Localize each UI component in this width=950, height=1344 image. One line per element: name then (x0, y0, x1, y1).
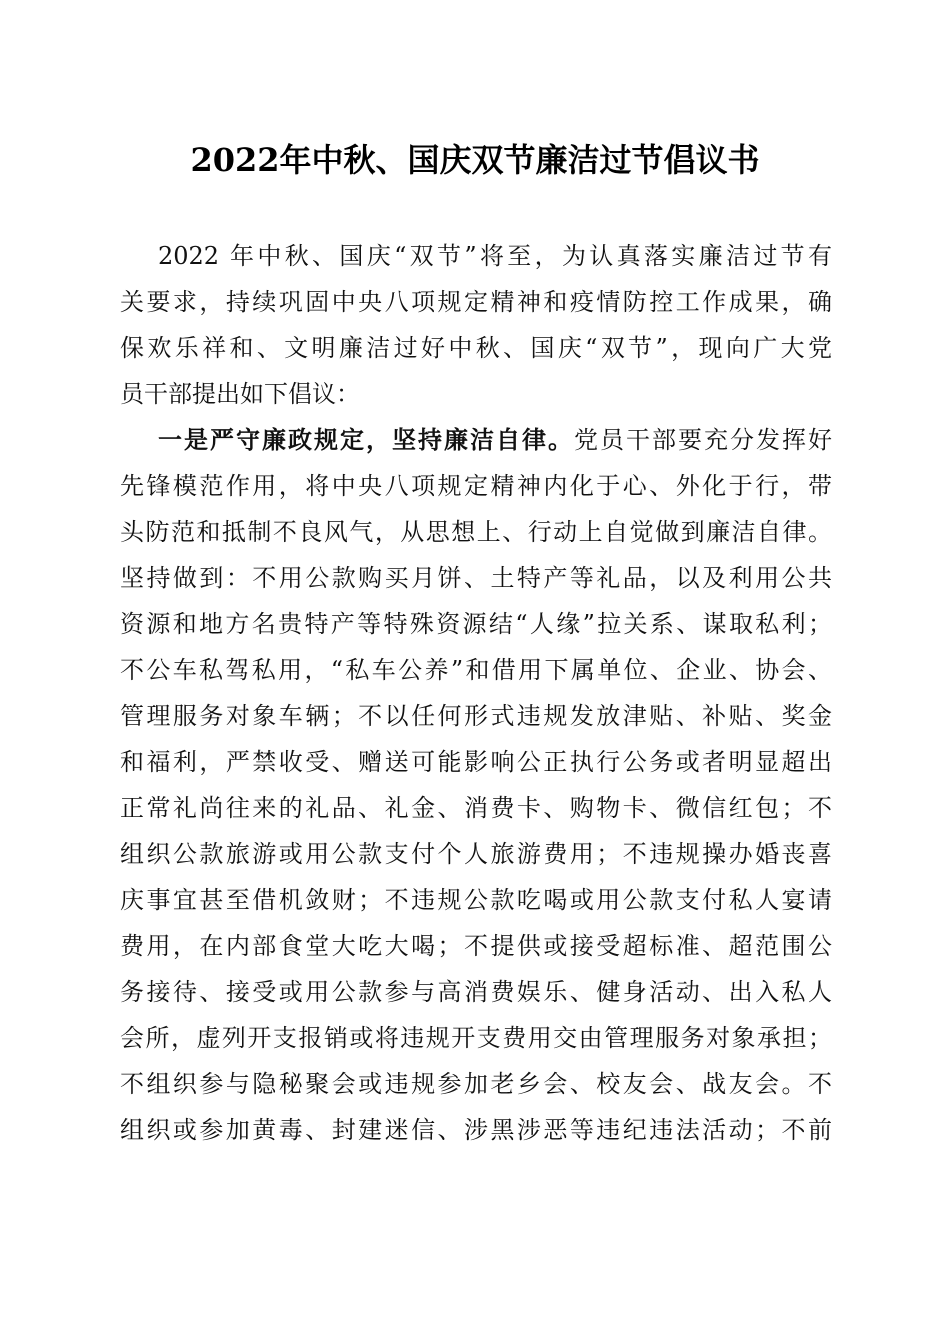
section1-line: 头防范和抵制不良风气，从思想上、行动上自觉做到廉洁自律。 (120, 518, 832, 546)
section1-line: 和福利，严禁收受、赠送可能影响公正执行公务或者明显超出 (120, 748, 832, 776)
section1-line: 会所，虚列开支报销或将违规开支费用交由管理服务对象承担； (120, 1024, 832, 1052)
section1-line: 资源和地方名贵特产等特殊资源结“人缘”拉关系、谋取私利； (120, 610, 832, 638)
intro-line-2: 关要求，持续巩固中央八项规定精神和疫情防控工作成果，确 (120, 288, 832, 316)
section1-line-1 (158, 417, 832, 463)
section1-line: 不组织参与隐秘聚会或违规参加老乡会、校友会、战友会。不 (120, 1070, 832, 1098)
section1-line: 不公车私驾私用，“私车公养”和借用下属单位、企业、协会、 (120, 656, 832, 684)
section1-line: 务接待、接受或用公款参与高消费娱乐、健身活动、出入私人 (120, 978, 832, 1006)
document-title: 2022年中秋、国庆双节廉洁过节倡议书 (190, 141, 760, 179)
section1-line: 庆事宜甚至借机敛财；不违规公款吃喝或用公款支付私人宴请 (120, 886, 832, 914)
section1-line: 管理服务对象车辆；不以任何形式违规发放津贴、补贴、奖金 (120, 702, 832, 730)
section1-first-rest: 党员干部要充分发挥好 (574, 426, 832, 454)
section1-line: 坚持做到：不用公款购买月饼、土特产等礼品，以及利用公共 (120, 564, 832, 592)
section1-line: 组织公款旅游或用公款支付个人旅游费用；不违规操办婚丧喜 (120, 840, 832, 868)
section1-line: 费用，在内部食堂大吃大喝；不提供或接受超标准、超范围公 (120, 932, 832, 960)
intro-line-1: 2022 年中秋、国庆“双节”将至，为认真落实廉洁过节有 (158, 242, 832, 270)
intro-line-4: 员干部提出如下倡议： (120, 380, 360, 408)
intro-line-3: 保欢乐祥和、文明廉洁过好中秋、国庆“双节”，现向广大党 (120, 334, 832, 362)
section1-line: 先锋模范作用，将中央八项规定精神内化于心、外化于行，带 (120, 472, 832, 500)
section1-line: 正常礼尚往来的礼品、礼金、消费卡、购物卡、微信红包；不 (120, 794, 832, 822)
section1-heading: 一是严守廉政规定，坚持廉洁自律。 (158, 425, 574, 454)
section1-line: 组织或参加黄毒、封建迷信、涉黑涉恶等违纪违法活动；不前 (120, 1116, 832, 1144)
